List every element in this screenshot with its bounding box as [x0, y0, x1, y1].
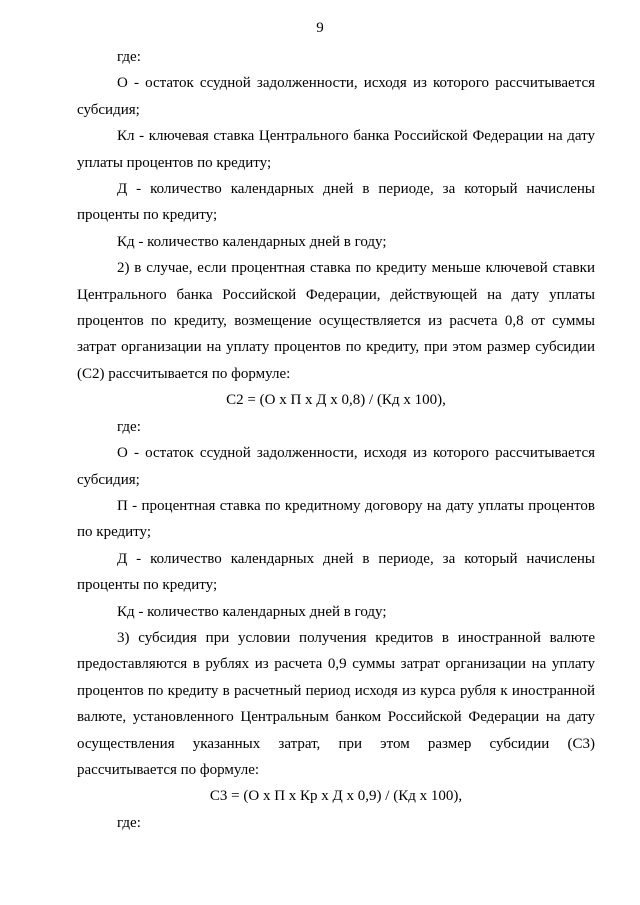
paragraph-line: 3) субсидия при условии получения кредитов в иностранной валюте — [117, 629, 595, 646]
paragraph-line: процентов по кредиту, возмещение осуществляется из расчета 0,8 от суммы — [77, 313, 595, 330]
paragraph-line: субсидия; — [77, 101, 140, 118]
paragraph-line: О - остаток ссудной задолженности, исходя из которого рассчитывается — [117, 445, 595, 462]
paragraph — [77, 599, 595, 625]
paragraph-line: процентов по кредиту в расчетный период исходя из курса рубля к иностранной — [77, 682, 595, 699]
paragraph-line: где: — [117, 418, 141, 435]
paragraph — [77, 255, 595, 387]
paragraph-line: субсидия; — [77, 471, 140, 488]
formula-text: С2 = (О х П х Д х 0,8) / (Кд х 100), — [226, 392, 446, 409]
paragraph-line: валюте, установленного Центральным банком Российской Федерации на дату — [77, 709, 595, 726]
paragraph-line: уплаты процентов по кредиту; — [77, 154, 272, 171]
paragraph-line: Д - количество календарных дней в периоде, за который начислены — [117, 181, 595, 198]
paragraph-line: осуществления указанных затрат, при этом размер субсидии (С3) — [77, 735, 595, 752]
paragraph-line: Д - количество календарных дней в периоде, за который начислены — [117, 550, 595, 567]
page-number: 9 — [316, 20, 324, 36]
paragraph-line: (С2) рассчитывается по формуле: — [77, 365, 291, 382]
paragraph-line: где: — [117, 49, 141, 65]
paragraph — [77, 229, 595, 255]
paragraph-line: Кл - ключевая ставка Центрального банка Российской Федерации на дату — [117, 128, 595, 145]
formula — [77, 783, 595, 809]
paragraph-line: рассчитывается по формуле: — [77, 761, 260, 778]
paragraph — [77, 440, 595, 493]
paragraph-line: П - процентная ставка по кредитному договору на дату уплаты процентов — [117, 497, 595, 514]
formula — [77, 387, 595, 413]
paragraph-line: затрат организации на уплату процентов по кредиту, при этом размер субсидии — [77, 339, 595, 356]
paragraph — [77, 493, 595, 546]
paragraph-line: предоставляются в рублях из расчета 0,9 суммы затрат организации на уплату — [77, 656, 595, 673]
paragraph-line: 2) в случае, если процентная ставка по кредиту меньше ключевой ставки — [117, 260, 595, 277]
paragraph-line: где: — [117, 814, 141, 831]
paragraph — [77, 70, 595, 123]
paragraph — [77, 546, 595, 599]
document-body — [77, 44, 595, 836]
paragraph — [77, 414, 595, 440]
paragraph-line: О - остаток ссудной задолженности, исходя из которого рассчитывается — [117, 75, 595, 92]
paragraph-line: Кд - количество календарных дней в году; — [117, 603, 387, 620]
paragraph — [77, 810, 595, 836]
formula-text: С3 = (О х П х Кр х Д х 0,9) / (Кд х 100), — [209, 788, 463, 805]
paragraph — [77, 625, 595, 783]
paragraph — [77, 123, 595, 176]
paragraph-line: по кредиту; — [77, 524, 152, 541]
paragraph-line: Центрального банка Российской Федерации, действующей на дату уплаты — [77, 286, 595, 303]
paragraph-line: проценты по кредиту; — [77, 577, 218, 594]
paragraph — [77, 176, 595, 229]
paragraph-line: Кд - количество календарных дней в году; — [117, 233, 387, 250]
paragraph-line: проценты по кредиту; — [77, 207, 218, 224]
paragraph — [77, 44, 595, 70]
